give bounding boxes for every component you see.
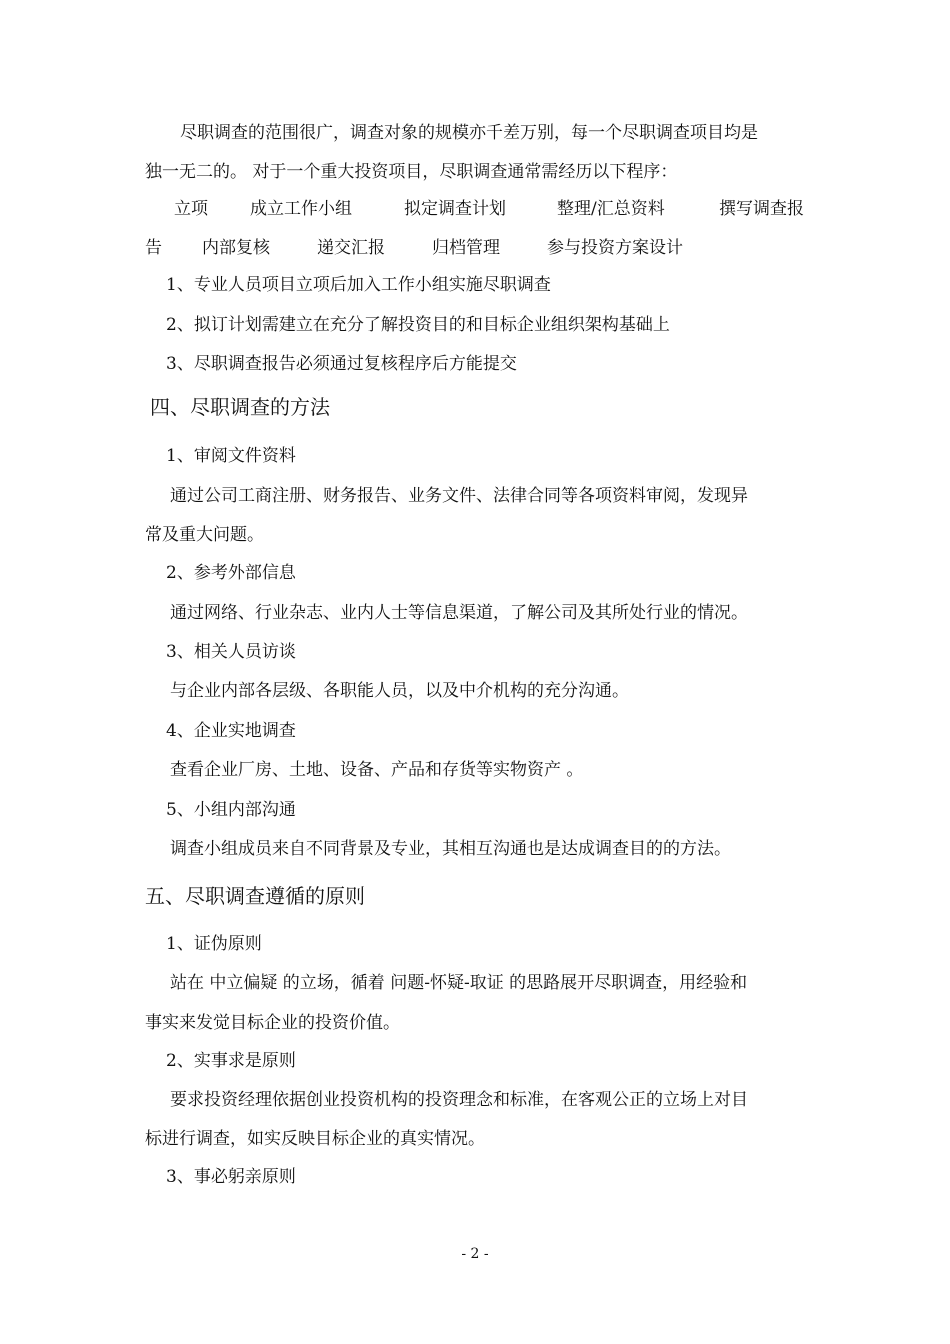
- method-text: 与企业内部各层级、各职能人员，以及中介机构的充分沟通。: [170, 681, 629, 701]
- principle-text: 事实来发觉目标企业的投资价值。: [145, 1013, 400, 1033]
- method-text: 通过公司工商注册、财务报告、业务文件、法律合同等各项资料审阅，发现异: [170, 486, 748, 506]
- intro-line-1: 尽职调查的范围很广，调查对象的规模亦千差万别，每一个尽职调查项目均是: [180, 123, 758, 143]
- method-title: 5、小组内部沟通: [166, 800, 296, 820]
- principle-title: 3、事必躬亲原则: [166, 1167, 296, 1187]
- procedure-step: 递交汇报: [317, 238, 385, 258]
- procedure-step: 整理/汇总资料: [557, 199, 665, 219]
- section-heading: 四、尽职调查的方法: [150, 395, 330, 419]
- method-text: 查看企业厂房、土地、设备、产品和存货等实物资产 。: [170, 760, 584, 780]
- page-number: - 2 -: [461, 1246, 489, 1262]
- procedure-step: 归档管理: [432, 238, 500, 258]
- method-text: 通过网络、行业杂志、业内人士等信息渠道，了解公司及其所处行业的情况。: [170, 603, 748, 623]
- procedure-step: 参与投资方案设计: [547, 238, 683, 258]
- procedure-step: 成立工作小组: [250, 199, 352, 219]
- section-heading: 五、尽职调查遵循的原则: [145, 884, 365, 908]
- method-title: 2、参考外部信息: [166, 563, 296, 583]
- procedure-step: 拟定调查计划: [404, 199, 506, 219]
- method-text: 常及重大问题。: [145, 525, 264, 545]
- principle-text: 标进行调查，如实反映目标企业的真实情况。: [145, 1129, 485, 1149]
- intro-line-2: 独一无二的。 对于一个重大投资项目，尽职调查通常需经历以下程序：: [145, 162, 678, 182]
- note-item: 3、尽职调查报告必须通过复核程序后方能提交: [166, 354, 517, 374]
- note-item: 1、专业人员项目立项后加入工作小组实施尽职调查: [166, 275, 551, 295]
- method-title: 3、相关人员访谈: [166, 642, 296, 662]
- principle-text: 要求投资经理依据创业投资机构的投资理念和标准，在客观公正的立场上对目: [170, 1090, 748, 1110]
- method-text: 调查小组成员来自不同背景及专业，其相互沟通也是达成调查目的的方法。: [170, 839, 731, 859]
- procedure-step: 立项: [174, 199, 208, 219]
- procedure-step: 内部复核: [202, 238, 270, 258]
- note-item: 2、拟订计划需建立在充分了解投资目的和目标企业组织架构基础上: [166, 315, 670, 335]
- method-title: 4、企业实地调查: [166, 721, 296, 741]
- principle-text: 站在 中立偏疑 的立场，循着 问题-怀疑-取证 的思路展开尽职调查，用经验和: [170, 973, 748, 993]
- procedure-step: 告: [145, 238, 162, 258]
- procedure-step: 撰写调查报: [719, 199, 804, 219]
- method-title: 1、审阅文件资料: [166, 446, 296, 466]
- principle-title: 2、实事求是原则: [166, 1051, 296, 1071]
- principle-title: 1、证伪原则: [166, 934, 262, 954]
